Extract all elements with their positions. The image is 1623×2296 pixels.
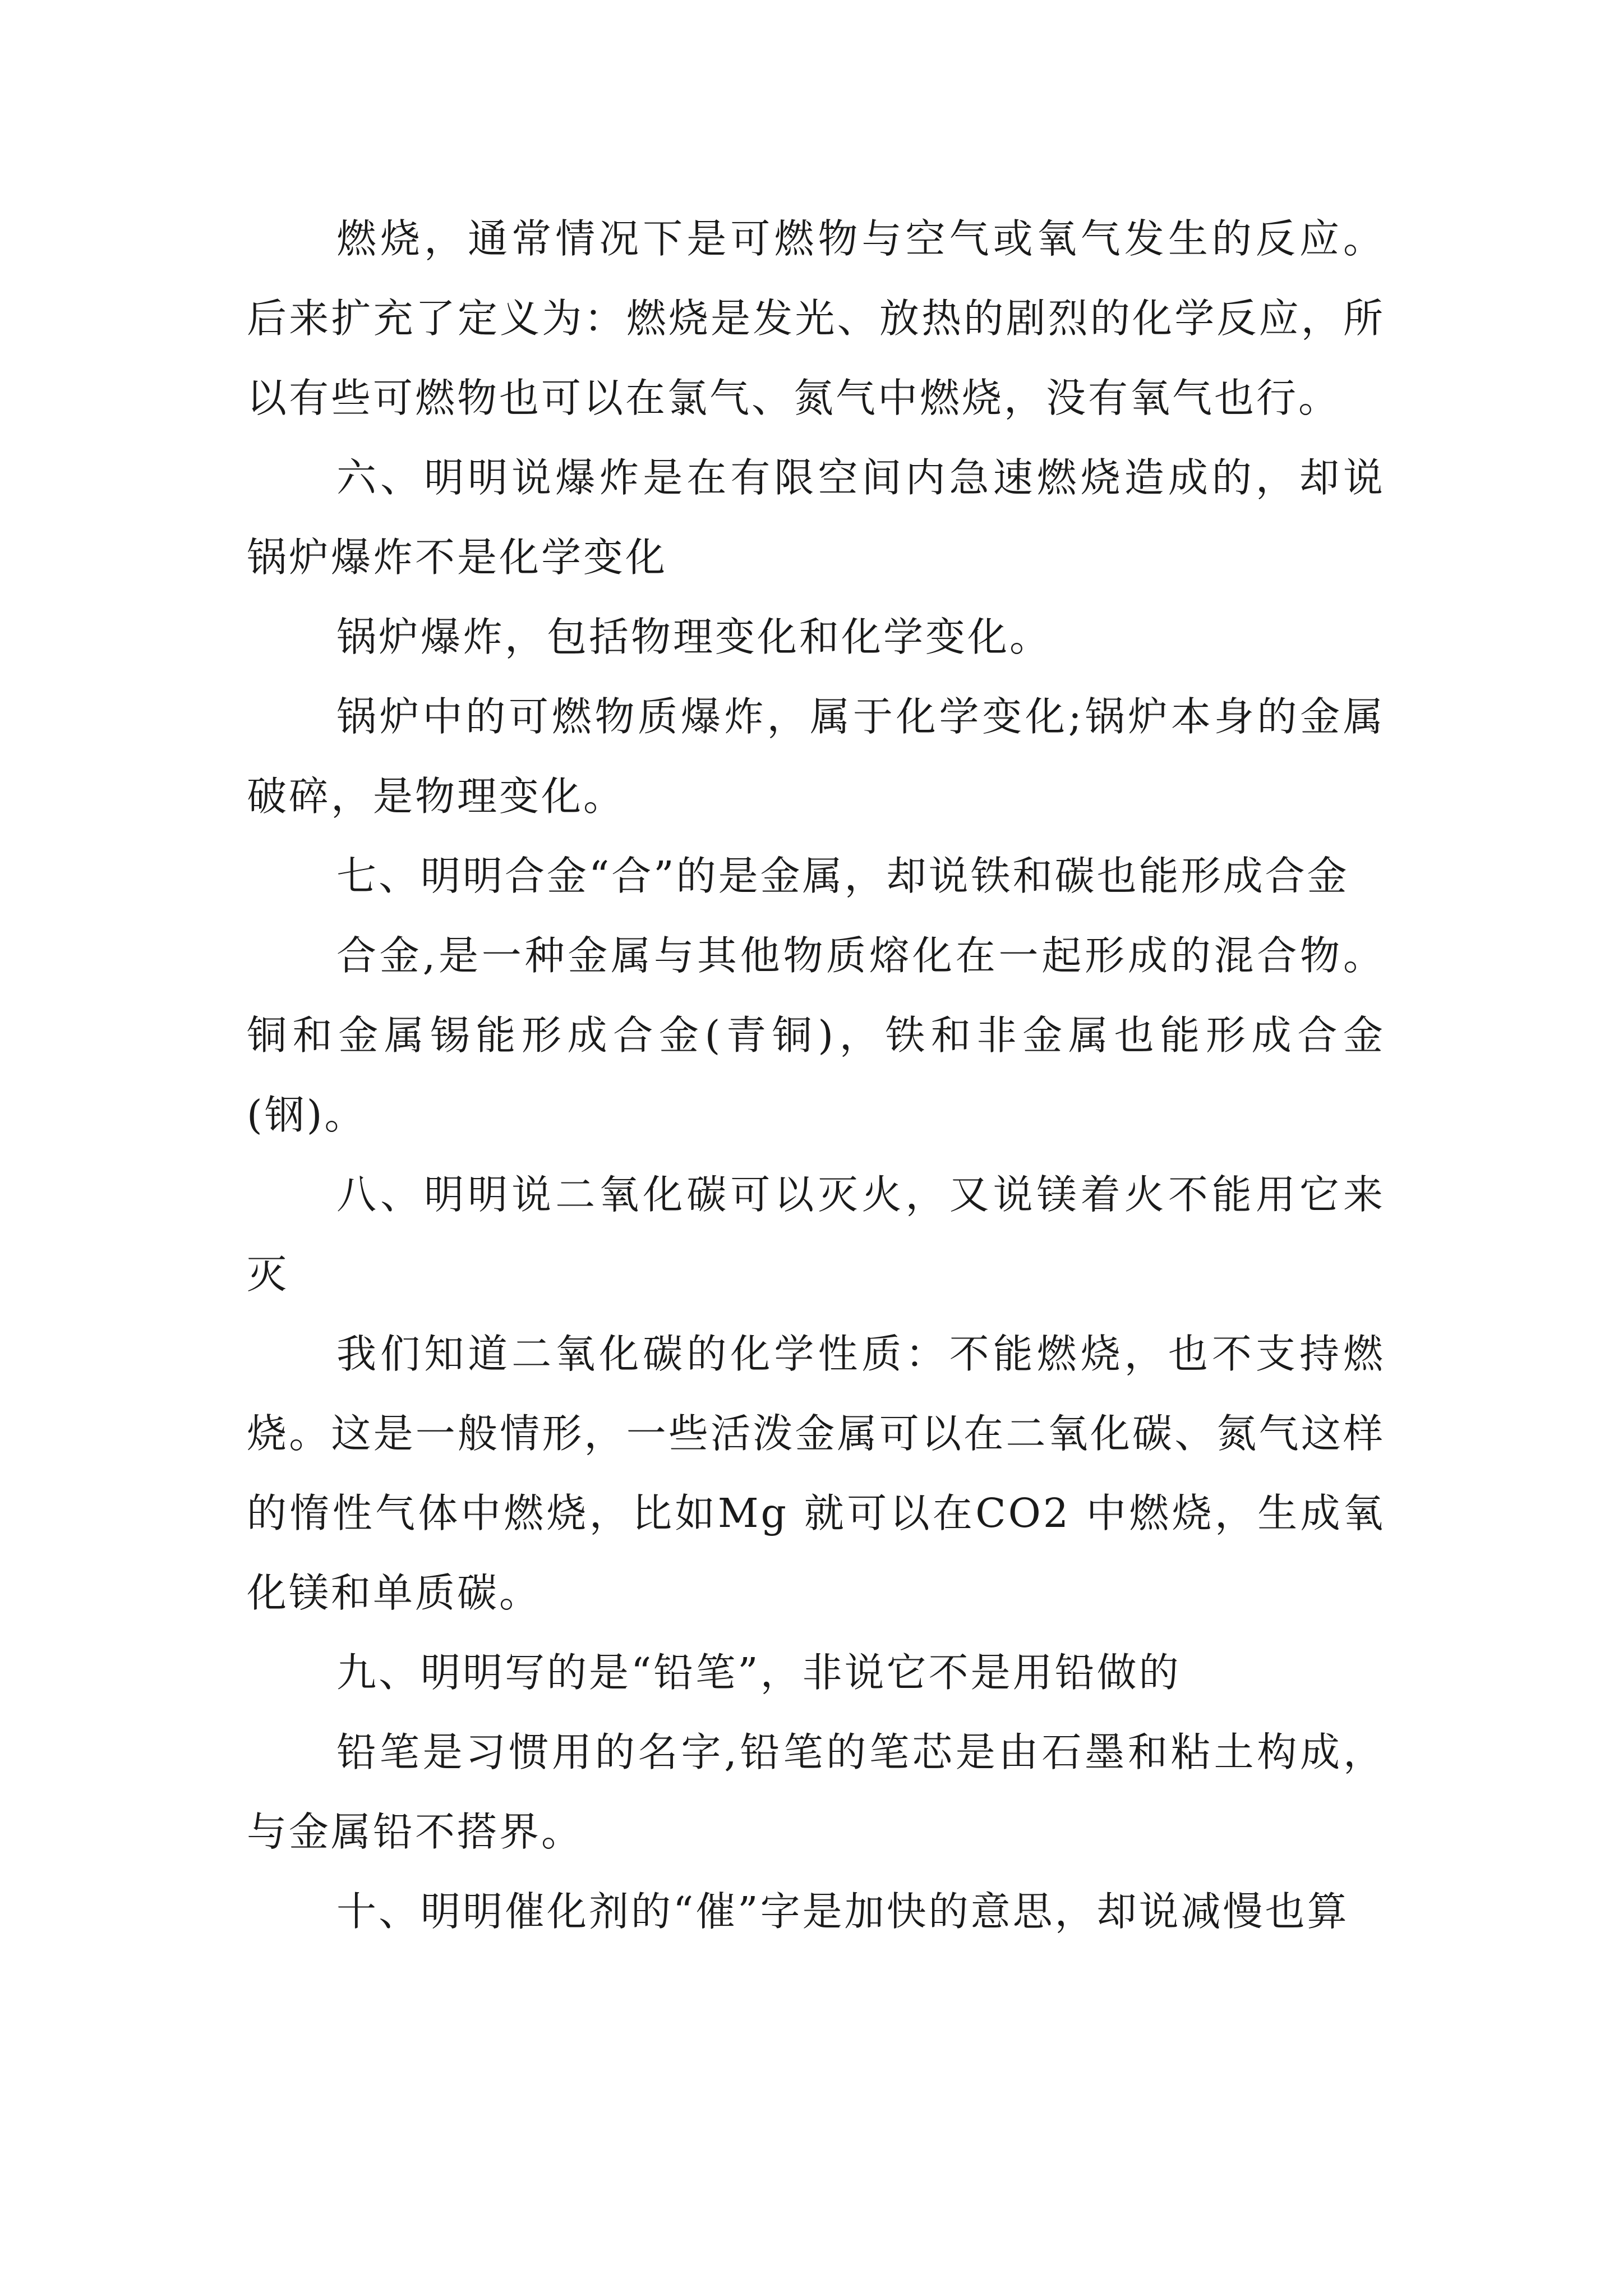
heading-nine-pencil: 九、明明写的是“铅笔”，非说它不是用铅做的 (336, 1649, 1181, 1696)
paragraph-alloy-definition: 合金,是一种金属与其他物质熔化在一起形成的混合物。铜和金属锡能形成合金(青铜)，铁和非金属也能形成合金(钢)。 (247, 932, 1385, 1138)
paragraph-combustion-definition: 燃烧，通常情况下是可燃物与空气或氧气发生的反应。后来扩充了定义为：燃烧是发光、放热的剧烈的化学反应，所以有些可燃物也可以在氯气、氮气中燃烧，没有氧气也行。 (247, 215, 1385, 421)
paragraph-boiler-explosion-detail: 锅炉中的可燃物质爆炸，属于化学变化;锅炉本身的金属破碎，是物理变化。 (247, 693, 1385, 820)
paragraph-carbon-dioxide-properties: 我们知道二氧化碳的化学性质：不能燃烧，也不支持燃烧。这是一般情形，一些活泼金属可以在二氧化碳、氮气这样的惰性气体中燃烧，比如Mg 就可以在CO2 中燃烧，生成氧化镁和单质碳。 (247, 1331, 1385, 1616)
heading-eight-carbon-dioxide: 八、明明说二氧化碳可以灭火，又说镁着火不能用它来灭 (247, 1171, 1385, 1297)
heading-seven-alloy: 七、明明合金“合”的是金属，却说铁和碳也能形成合金 (336, 853, 1349, 899)
paragraph-pencil-explanation: 铅笔是习惯用的名字,铅笔的笔芯是由石墨和粘土构成，与金属铅不搭界。 (247, 1729, 1385, 1855)
heading-six-boiler-explosion: 六、明明说爆炸是在有限空间内急速燃烧造成的，却说锅炉爆炸不是化学变化 (247, 454, 1385, 581)
paragraph-boiler-explosion-summary: 锅炉爆炸，包括物理变化和化学变化。 (336, 614, 1052, 660)
heading-ten-catalyst: 十、明明催化剂的“催”字是加快的意思，却说减慢也算 (336, 1888, 1349, 1935)
document-body (247, 199, 1385, 1952)
